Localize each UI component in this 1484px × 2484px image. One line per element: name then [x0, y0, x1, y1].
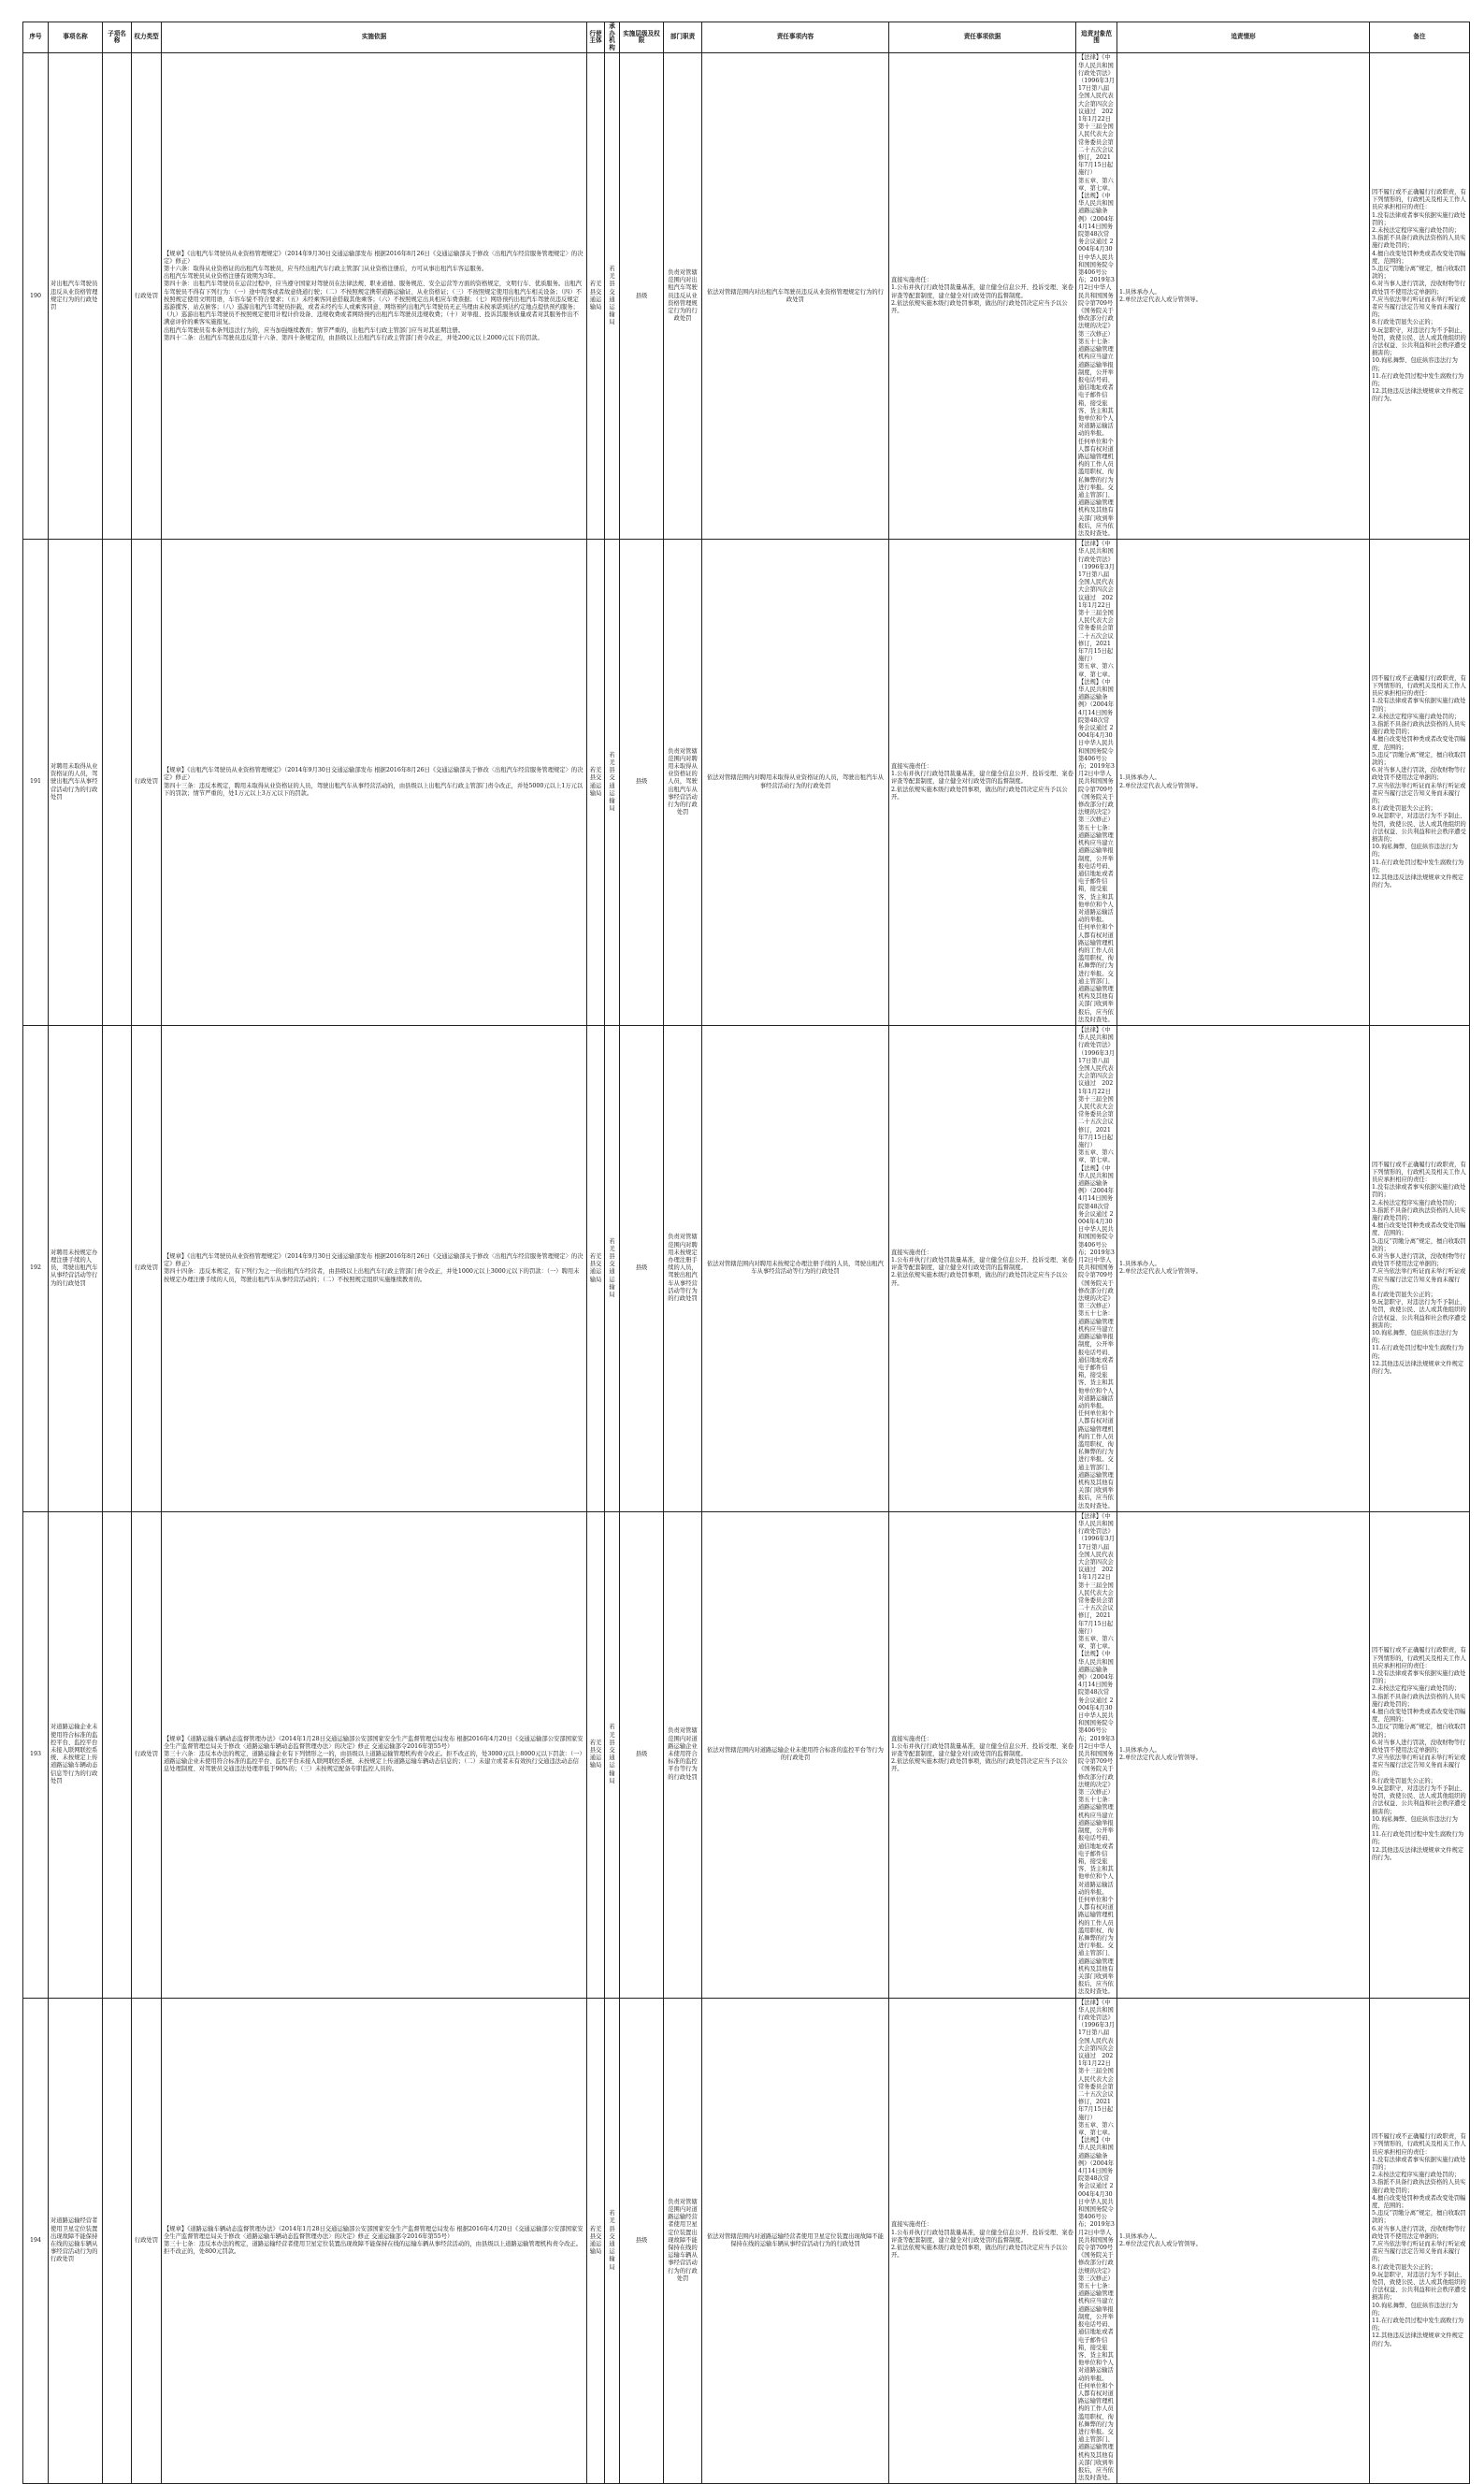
row-name: 对聘用未按规定办理注册手续的人员，驾驶出租汽车从事经营活动等行为的行政处罚	[49, 1025, 103, 1511]
row-name: 对出租汽车驾驶员违反从业资格管理规定行为的行政处罚	[49, 53, 103, 540]
row-cases: 因不履行或不正确履行行政职责，有下列情形的，行政机关及相关工作人员应承担相应的责任： 1.没有法律或者事实依据实施行政处罚的； 2.未按法定程序实施行政处罚的； 3.指派不具备行政执法资格的人员实施行政处罚的； 4.擅自改变处罚种类或者改变处罚幅度、范围的； 5.违反“罚缴分离”规定，擅自收取罚款的； 6.对当事人进行罚款，没收财物等行政处罚不使用法定单据的； 7.应当依法举行听证而未举行听证或者应当履行法定告知义务而未履行的； 8.行政处罚显失公正的； 9.玩忽职守，对违法行为不予制止、处罚，致使公民、法人或其他组织的合法权益、公共利益和社会秩序遭受损害的； 10.徇私舞弊、包庇纵容违法行为的； 11.在行政处罚过程中发生腐败行为的； 12.其他违反法律法规规章文件规定的行为。	[1370, 1998, 1470, 2484]
row-no: 191	[23, 540, 49, 1026]
header-org: 承办机构	[605, 22, 620, 53]
row-sub	[103, 53, 132, 540]
row-cases: 因不履行或不正确履行行政职责，有下列情形的，行政机关及相关工作人员应承担相应的责任： 1.没有法律或者事实依据实施行政处罚的； 2.未按法定程序实施行政处罚的； 3.指派不具备行政执法资格的人员实施行政处罚的； 4.擅自改变处罚种类或者改变处罚幅度、范围的； 5.违反“罚缴分离”规定，擅自收取罚款的； 6.对当事人进行罚款，没收财物等行政处罚不使用法定单据的； 7.应当依法举行听证而未举行听证或者应当履行法定告知义务而未履行的； 8.行政处罚显失公正的； 9.玩忽职守，对违法行为不予制止、处罚，致使公民、法人或其他组织的合法权益、公共利益和社会秩序遭受损害的； 10.徇私舞弊、包庇纵容违法行为的； 11.在行政处罚过程中发生腐败行为的； 12.其他违反法律法规规章文件规定的行为。	[1370, 1025, 1470, 1511]
row-scope: 负责对管辖范围内对聘用未取得从业资格证的人员，驾驶出租汽车从事经营活动行为的行政处罚	[664, 540, 702, 1026]
row-level: 县级	[620, 1511, 664, 1998]
row-target: 1.具体承办人。 2.单位法定代表人或分管领导。	[1117, 1025, 1370, 1511]
row-scope: 负责对管辖范围内对道路运输企业未使用符合标准的监控平台等行为的行政处罚	[664, 1511, 702, 1998]
row-sub	[103, 540, 132, 1026]
row-duty: 依法对管辖范围内对聘用未按规定办理注册手续的人员，驾驶出租汽车从事经营活动等行为的行政处罚	[702, 1025, 889, 1511]
row-target: 1.具体承办人。 2.单位法定代表人或分管领导。	[1117, 1998, 1370, 2484]
row-basis: 【规章】《出租汽车驾驶员从业资格管理规定》（2014年9月30日交通运输部发布 根据2016年8月26日《交通运输部关于修改〈出租汽车经营服务管理规定〉的决定》修正） 第十六条：取得从业资格证的出租汽车驾驶员，应当经出租汽车行政主管部门从业资格注册后，方可从事出租汽车客运服务。 出租汽车驾驶员从业资格注册有效期为3年。 第四十条：出租汽车驾驶员在运营过程中，应当遵守国家对驾驶员在法律法规、职业道德、服务规范、安全运营等方面的资格规定，文明行车、优质服务。出租汽车驾驶员不得有下列行为：（一）途中甩客或者故意绕道行驶；（二）不按照规定携带道路运输证、从业资格证；（三）不按照规定使用出租汽车相关设备；（四）不按照规定使用文明用语，车容车貌不符合要求；（五）未经乘客同意搭载其他乘客；（六）不按照规定出具相应车费票据；（七）网络预约出租汽车驾驶员违反规定巡游揽客、站点候客；（八）巡游出租汽车驾驶员拒载，或者未经约车人或乘客同意、网络预约出租汽车驾驶员无正当理由未按承诺到达约定地点提供预约服务；（九）巡游出租汽车驾驶员不按照规定使用计程计价设备、违规收费或者网络预约出租汽车驾驶员违规收费；（十）对举报、投诉其服务质量或者对其服务作出不满意评价的乘客实施报复。 出租汽车驾驶员有本条列违法行为的，应当加强继续教育；情节严重的，出租汽车行政主管部门应当对其延期注册。 第四十二条：出租汽车驾驶员违反第十六条、第四十条规定的，由县级以上出租汽车行政主管部门责令改正，并处200元以上2000元以下的罚款。	[162, 53, 587, 540]
row-ptype: 行政处罚	[132, 1998, 162, 2484]
row-basis: 【规章】《出租汽车驾驶员从业资格管理规定》（2014年9月30日交通运输部发布 根据2016年8月26日《交通运输部关于修改〈出租汽车经营服务管理规定〉的决定》修正） 第四十三条：违反本规定，聘用未取得从业资格证的人员，驾驶出租汽车从事经营活动的，由县级以上出租汽车行政主管部门责令改正，并处5000元以上1万元以下的罚款；情节严重的，处1万元以上3万元以下的罚款。	[162, 540, 587, 1026]
row-basis: 【规章】《道路运输车辆动态监督管理办法》（2014年1月28日交通运输部公安部国家安全生产监督管理总局发布 根据2016年4月20日《交通运输部公安部国家安全生产监督管理总局关于修改〈道路运输车辆动态监督管理办法〉的决定》修正 交通运输部令2016年第55号） 第三十六条：违反本办法的规定，道路运输企业有下列情形之一的，由县级以上道路运输管理机构责令改正。拒不改正的，处3000元以上8000元以下罚款：（一）道路运输企业未使用符合标准的监控平台、监控平台未接入联网联控系统、未按规定上传道路运输车辆动态信息的；（二）未建立或者未有效执行交通违法动态信息处理制度、对驾驶员交通违法处理率低于90%的；（三）未按规定配备专职监控人员的。	[162, 1511, 587, 1998]
row-name: 对道路运输企业未使用符合标准的监控平台、监控平台未接入联网联控系统、未按规定上传道路运输车辆动态信息等行为的行政处罚	[49, 1511, 103, 1998]
row-duty: 依法对管辖范围内对出租汽车驾驶员违反从业资格管理规定行为的行政处罚	[702, 53, 889, 540]
row-law: 【法律】《中华人民共和国行政处罚法》（1996年3月17日第八届全国人民代表大会第四次会议通过 2021年1月22日第十三届全国人民代表大会常务委员会第二十五次会议修订，2021年7月15日起施行） 第五章、第六章、第七章。 【法规】《中华人民共和国道路运输条例》（2004年4月14日国务院第48次常务会议通过 2004年4月30日中华人民共和国国务院令第406号公布；2019年3月2日中华人民共和国国务院令第709号《国务院关于修改部分行政法规的决定》第三次修正） 第五十七条：道路运输管理机构应当建立道路运输举报制度，公开举报电话号码、通信地址或者电子邮件信箱，接受旅客、货主和其他单位和个人对道路运输活动的举报。 任何单位和个人都有权对道路运输管理机构的工作人员滥用职权、徇私舞弊的行为进行举报。交通主管部门、道路运输管理机构及其他有关部门收到举报后，应当依法及时查处。	[1076, 1998, 1117, 2484]
header-note: 备注	[1370, 22, 1470, 53]
header-duty: 部门职责	[664, 22, 702, 53]
row-law: 【法律】《中华人民共和国行政处罚法》（1996年3月17日第八届全国人民代表大会第四次会议通过 2021年1月22日第十三届全国人民代表大会常务委员会第二十五次会议修订，2021年7月15日起施行） 第五章、第六章、第七章。 【法规】《中华人民共和国道路运输条例》（2004年4月14日国务院第48次常务会议通过 2004年4月30日中华人民共和国国务院令第406号公布；2019年3月2日中华人民共和国国务院令第709号《国务院关于修改部分行政法规的决定》第三次修正） 第五十七条：道路运输管理机构应当建立道路运输举报制度，公开举报电话号码、通信地址或者电子邮件信箱，接受旅客、货主和其他单位和个人对道路运输活动的举报。 任何单位和个人都有权对道路运输管理机构的工作人员滥用职权、徇私舞弊的行为进行举报。交通主管部门、道路运输管理机构及其他有关部门收到举报后，应当依法及时查处。	[1076, 1511, 1117, 1998]
row-subject: 若羌县交通运输局	[587, 1998, 605, 2484]
row-content: 直接实施责任： 1.公布并执行行政处罚裁量基准，建立健全信息公开、投诉受理、案卷评查等配套制度，建立健全对行政处罚的监督制度。 2.依法依规实施本级行政处罚事项，做出的行政处罚决定应当予以公开。	[889, 1025, 1076, 1511]
row-duty: 依法对管辖范围内对道路运输经营者使用卫星定位装置出现故障不能保持在线的运输车辆从事经营活动行为的行政处罚	[702, 1998, 889, 2484]
row-subject: 若羌县交通运输局	[587, 540, 605, 1026]
row-subject: 若羌县交通运输局	[587, 1025, 605, 1511]
row-scope: 负责对管辖范围内对出租汽车驾驶员违反从业资格管理规定行为的行政处罚	[664, 53, 702, 540]
row-cases: 因不履行或不正确履行行政职责，有下列情形的，行政机关及相关工作人员应承担相应的责任： 1.没有法律或者事实依据实施行政处罚的； 2.未按法定程序实施行政处罚的； 3.指派不具备行政执法资格的人员实施行政处罚的； 4.擅自改变处罚种类或者改变处罚幅度、范围的； 5.违反“罚缴分离”规定，擅自收取罚款的； 6.对当事人进行罚款，没收财物等行政处罚不使用法定单据的； 7.应当依法举行听证而未举行听证或者应当履行法定告知义务而未履行的； 8.行政处罚显失公正的； 9.玩忽职守，对违法行为不予制止、处罚，致使公民、法人或其他组织的合法权益、公共利益和社会秩序遭受损害的； 10.徇私舞弊、包庇纵容违法行为的； 11.在行政处罚过程中发生腐败行为的； 12.其他违反法律法规规章文件规定的行为。	[1370, 540, 1470, 1026]
header-ptype: 权力类型	[132, 22, 162, 53]
row-level: 县级	[620, 1998, 664, 2484]
row-ptype: 行政处罚	[132, 1511, 162, 1998]
row-content: 直接实施责任： 1.公布并执行行政处罚裁量基准，建立健全信息公开、投诉受理、案卷评查等配套制度，建立健全对行政处罚的监督制度。 2.依法依规实施本级行政处罚事项，做出的行政处罚决定应当予以公开。	[889, 540, 1076, 1026]
row-name: 对聘用未取得从业资格证的人员，驾驶出租汽车从事经营活动行为的行政处罚	[49, 540, 103, 1026]
header-subject: 行使主体	[587, 22, 605, 53]
header-sub: 子项名称	[103, 22, 132, 53]
header-law: 责任事项依据	[889, 22, 1076, 53]
row-subject: 若羌县交通运输局	[587, 1511, 605, 1998]
row-scope: 负责对管辖范围内对道路运输经营者使用卫星定位装置出现故障不能保持在线的运输车辆从事经营活动行为的行政处罚	[664, 1998, 702, 2484]
row-no: 192	[23, 1025, 49, 1511]
header-content: 责任事项内容	[702, 22, 889, 53]
row-target: 1.具体承办人。 2.单位法定代表人或分管领导。	[1117, 1511, 1370, 1998]
header-basis: 实施依据	[162, 22, 587, 53]
row-no: 194	[23, 1998, 49, 2484]
row-duty: 依法对管辖范围内对聘用未取得从业资格证的人员，驾驶出租汽车从事经营活动行为的行政处罚	[702, 540, 889, 1026]
table-row	[23, 1998, 1470, 2484]
row-ptype: 行政处罚	[132, 540, 162, 1026]
row-name: 对道路运输经营者使用卫星定位装置出现故障不能保持在线的运输车辆从事经营活动行为的行政处罚	[49, 1998, 103, 2484]
row-org: 若羌县交通运输局	[605, 540, 620, 1026]
row-ptype: 行政处罚	[132, 53, 162, 540]
row-no: 190	[23, 53, 49, 540]
row-law: 【法律】《中华人民共和国行政处罚法》（1996年3月17日第八届全国人民代表大会第四次会议通过 2021年1月22日第十三届全国人民代表大会常务委员会第二十五次会议修订，2021年7月15日起施行） 第五章、第六章、第七章。 【法规】《中华人民共和国道路运输条例》（2004年4月14日国务院第48次常务会议通过 2004年4月30日中华人民共和国国务院令第406号公布；2019年3月2日中华人民共和国国务院令第709号《国务院关于修改部分行政法规的决定》第三次修正） 第五十七条：道路运输管理机构应当建立道路运输举报制度，公开举报电话号码、通信地址或者电子邮件信箱，接受旅客、货主和其他单位和个人对道路运输活动的举报。 任何单位和个人都有权对道路运输管理机构的工作人员滥用职权、徇私舞弊的行为进行举报。交通主管部门、道路运输管理机构及其他有关部门收到举报后，应当依法及时查处。	[1076, 1025, 1117, 1511]
row-content: 直接实施责任： 1.公布并执行行政处罚裁量基准，建立健全信息公开、投诉受理、案卷评查等配套制度，建立健全对行政处罚的监督制度。 2.依法依规实施本级行政处罚事项，做出的行政处罚决定应当予以公开。	[889, 1511, 1076, 1998]
row-scope: 负责对管辖范围内对聘用未按规定办理注册手续的人员，驾驶出租汽车从事经营活动等行为的行政处罚	[664, 1025, 702, 1511]
row-org: 若羌县交通运输局	[605, 53, 620, 540]
header-row	[23, 22, 1470, 53]
row-subject: 若羌县交通运输局	[587, 53, 605, 540]
row-sub	[103, 1025, 132, 1511]
row-level: 县级	[620, 1025, 664, 1511]
row-law: 【法律】《中华人民共和国行政处罚法》（1996年3月17日第八届全国人民代表大会第四次会议通过 2021年1月22日第十三届全国人民代表大会常务委员会第二十五次会议修订，2021年7月15日起施行） 第五章、第六章、第七章。 【法规】《中华人民共和国道路运输条例》（2004年4月14日国务院第48次常务会议通过 2004年4月30日中华人民共和国国务院令第406号公布；2019年3月2日中华人民共和国国务院令第709号《国务院关于修改部分行政法规的决定》第三次修正） 第五十七条：道路运输管理机构应当建立道路运输举报制度，公开举报电话号码、通信地址或者电子邮件信箱，接受旅客、货主和其他单位和个人对道路运输活动的举报。 任何单位和个人都有权对道路运输管理机构的工作人员滥用职权、徇私舞弊的行为进行举报。交通主管部门、道路运输管理机构及其他有关部门收到举报后，应当依法及时查处。	[1076, 53, 1117, 540]
table-row	[23, 1511, 1470, 1998]
header-cases: 追责情形	[1117, 22, 1370, 53]
row-cases: 因不履行或不正确履行行政职责，有下列情形的，行政机关及相关工作人员应承担相应的责任： 1.没有法律或者事实依据实施行政处罚的； 2.未按法定程序实施行政处罚的； 3.指派不具备行政执法资格的人员实施行政处罚的； 4.擅自改变处罚种类或者改变处罚幅度、范围的； 5.违反“罚缴分离”规定，擅自收取罚款的； 6.对当事人进行罚款，没收财物等行政处罚不使用法定单据的； 7.应当依法举行听证而未举行听证或者应当履行法定告知义务而未履行的； 8.行政处罚显失公正的； 9.玩忽职守，对违法行为不予制止、处罚，致使公民、法人或其他组织的合法权益、公共利益和社会秩序遭受损害的； 10.徇私舞弊、包庇纵容违法行为的； 11.在行政处罚过程中发生腐败行为的； 12.其他违反法律法规规章文件规定的行为。	[1370, 1511, 1470, 1998]
row-basis: 【规章】《道路运输车辆动态监督管理办法》（2014年1月28日交通运输部公安部国家安全生产监督管理总局发布 根据2016年4月20日《交通运输部公安部国家安全生产监督管理总局关于修改〈道路运输车辆动态监督管理办法〉的决定》修正 交通运输部令2016年第55号） 第三十七条：违反本办法的规定，道路运输经营者使用卫星定位装置出现故障不能保持在线的运输车辆从事经营活动的，由县级以上道路运输管理机构责令改正。拒不改正的，处800元罚款。	[162, 1998, 587, 2484]
row-sub	[103, 1511, 132, 1998]
row-basis: 【规章】《出租汽车驾驶员从业资格管理规定》（2014年9月30日交通运输部发布 根据2016年8月26日《交通运输部关于修改〈出租汽车经营服务管理规定〉的决定》修正） 第四十四条：违反本规定，有下列行为之一的出租汽车经营者，由县级以上出租汽车行政主管部门责令改正，并处1000元以上3000元以下的罚款：（一）聘用未按规定办理注册手续的人员，驾驶出租汽车从事经营活动的；（二）不按照规定组织实施继续教育的。	[162, 1025, 587, 1511]
row-target: 1.具体承办人。 2.单位法定代表人或分管领导。	[1117, 53, 1370, 540]
header-scope: 实施层级及权限	[620, 22, 664, 53]
header-no: 序号	[23, 22, 49, 53]
table-row	[23, 1025, 1470, 1511]
row-duty: 依法对管辖范围内对道路运输企业未使用符合标准的监控平台等行为的行政处罚	[702, 1511, 889, 1998]
row-sub	[103, 1998, 132, 2484]
row-level: 县级	[620, 53, 664, 540]
row-target: 1.具体承办人。 2.单位法定代表人或分管领导。	[1117, 540, 1370, 1026]
row-org: 若羌县交通运输局	[605, 1511, 620, 1998]
row-level: 县级	[620, 540, 664, 1026]
row-cases: 因不履行或不正确履行行政职责，有下列情形的，行政机关及相关工作人员应承担相应的责任： 1.没有法律或者事实依据实施行政处罚的； 2.未按法定程序实施行政处罚的； 3.指派不具备行政执法资格的人员实施行政处罚的； 4.擅自改变处罚种类或者改变处罚幅度、范围的； 5.违反“罚缴分离”规定，擅自收取罚款的； 6.对当事人进行罚款，没收财物等行政处罚不使用法定单据的； 7.应当依法举行听证而未举行听证或者应当履行法定告知义务而未履行的； 8.行政处罚显失公正的； 9.玩忽职守，对违法行为不予制止、处罚，致使公民、法人或其他组织的合法权益、公共利益和社会秩序遭受损害的； 10.徇私舞弊、包庇纵容违法行为的； 11.在行政处罚过程中发生腐败行为的； 12.其他违反法律法规规章文件规定的行为。	[1370, 53, 1470, 540]
row-no: 193	[23, 1511, 49, 1998]
row-law: 【法律】《中华人民共和国行政处罚法》（1996年3月17日第八届全国人民代表大会第四次会议通过 2021年1月22日第十三届全国人民代表大会常务委员会第二十五次会议修订，2021年7月15日起施行） 第五章、第六章、第七章。 【法规】《中华人民共和国道路运输条例》（2004年4月14日国务院第48次常务会议通过 2004年4月30日中华人民共和国国务院令第406号公布；2019年3月2日中华人民共和国国务院令第709号《国务院关于修改部分行政法规的决定》第三次修正） 第五十七条：道路运输管理机构应当建立道路运输举报制度，公开举报电话号码、通信地址或者电子邮件信箱，接受旅客、货主和其他单位和个人对道路运输活动的举报。 任何单位和个人都有权对道路运输管理机构的工作人员滥用职权、徇私舞弊的行为进行举报。交通主管部门、道路运输管理机构及其他有关部门收到举报后，应当依法及时查处。	[1076, 540, 1117, 1026]
table-row	[23, 53, 1470, 540]
header-target: 追责对象范围	[1076, 22, 1117, 53]
table-row	[23, 540, 1470, 1026]
row-org: 若羌县交通运输局	[605, 1025, 620, 1511]
power-list-table	[22, 22, 1470, 2484]
row-org: 若羌县交通运输局	[605, 1998, 620, 2484]
row-content: 直接实施责任： 1.公布并执行行政处罚裁量基准，建立健全信息公开、投诉受理、案卷评查等配套制度，建立健全对行政处罚的监督制度。 2.依法依规实施本级行政处罚事项，做出的行政处罚决定应当予以公开。	[889, 53, 1076, 540]
row-content: 直接实施责任： 1.公布并执行行政处罚裁量基准，建立健全信息公开、投诉受理、案卷评查等配套制度，建立健全对行政处罚的监督制度。 2.依法依规实施本级行政处罚事项，做出的行政处罚决定应当予以公开。	[889, 1998, 1076, 2484]
row-ptype: 行政处罚	[132, 1025, 162, 1511]
header-name: 事项名称	[49, 22, 103, 53]
